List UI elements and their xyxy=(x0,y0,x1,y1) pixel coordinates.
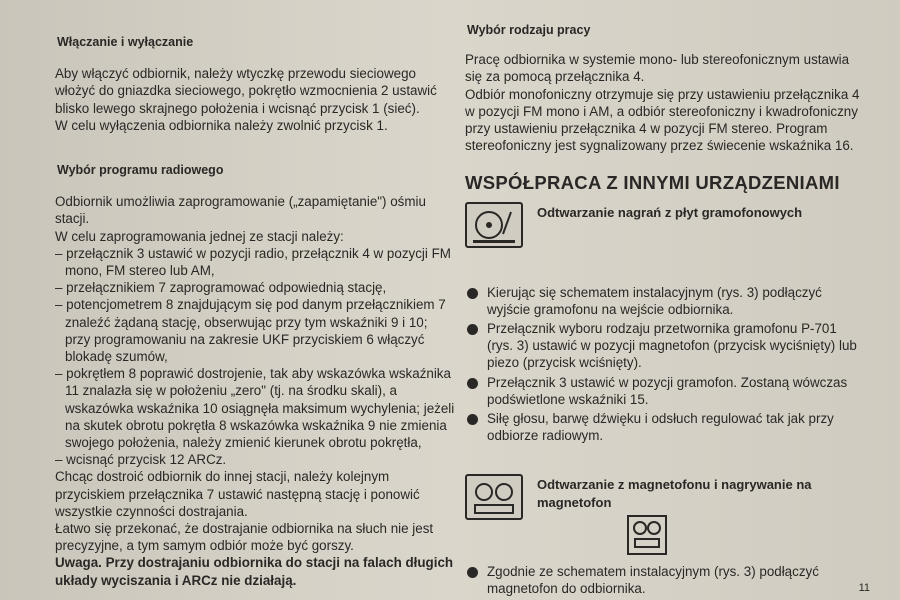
chapter-heading: WSPÓŁPRACA Z INNYMI URZĄDZENIAMI xyxy=(465,172,840,194)
bullet-list xyxy=(465,284,860,445)
list-item: Przełącznik wyboru rodzaju przetwornika gramofonu P-701 (rys. 3) ustawić w pozycji magnetofon (przycisk wyciśnięty) lub piezo (przycisk wciśnięty). xyxy=(465,320,860,372)
list-item: Przełącznik 3 ustawić w pozycji gramofon. Zostaną wówczas podświetlone wskaźniki 15. xyxy=(465,374,860,408)
paragraph: Pracę odbiornika w systemie mono- lub stereofonicznym ustawia się za pomocą przełącznika 4. xyxy=(465,52,850,85)
bullet-list xyxy=(465,563,860,597)
tape-recorder-icon xyxy=(465,474,523,520)
tape-heading-wrap xyxy=(537,474,860,554)
section-heading-on-off: Włączanie i wyłączanie xyxy=(57,35,194,49)
list-item: – wcisnąć przycisk 12 ARCz. xyxy=(55,452,227,468)
instruction-list xyxy=(55,245,455,469)
left-column xyxy=(55,34,455,589)
list-item: Kierując się schematem instalacyjnym (rys. 3) podłączyć wyjście gramofonu na wejście odbiornika. xyxy=(465,284,860,318)
turntable-section-header xyxy=(465,202,860,248)
list-item: Siłę głosu, barwę dźwięku i odsłuch regulować tak jak przy odbiorze radiowym. xyxy=(465,410,860,444)
paragraph: Łatwo się przekonać, że dostrajanie odbiornika na słuch nie jest precyzyjne, a tym samym odbiór może być gorszy. xyxy=(55,521,434,554)
page-number: 11 xyxy=(858,582,870,594)
paragraph: Chcąc dostroić odbiornik do innej stacji, należy kolejnym przyciskiem przełącznika 7 ustawić następną stację i ponowić wszystkie czynności dostrajania. xyxy=(55,469,420,519)
tape-section-header xyxy=(465,474,860,554)
paragraph: Aby włączyć odbiornik, należy wtyczkę przewodu sieciowego włożyć do gniazdka sieciowego, pokrętło wzmocnienia 2 ustawić blisko lewego skrajnego położenia i wcisnąć przycisk 1 (sieć). W celu wyłączenia odbiornika należy zwolnić przycisk 1. xyxy=(55,66,437,133)
right-column xyxy=(465,22,860,599)
subsection-heading: Odtwarzanie nagrań z płyt gramofonowych xyxy=(537,204,803,220)
list-item: – potencjometrem 8 znajdującym się pod danym przełącznikiem 7 znaleźć żądaną stację, obserwując przy tym wskaźniki 9 i 10; przy programowaniu na zakresie UKF przyciskiem 6 włączyć blokadę szumów, xyxy=(55,297,446,365)
paragraph: Odbiór monofoniczny otrzymuje się przy ustawieniu przełącznika 4 w pozycji FM mono i AM, a odbiór stereofoniczny i kwadrofoniczny przy ustawieniu przełącznika 4 w pozycji FM stereo. Program stereofoniczny jest sygnalizowany przez świecenie wskaźnika 16. xyxy=(465,86,860,154)
list-item: – pokrętłem 8 poprawić dostrojenie, tak aby wskazówka wskaźnika 11 znalazła się w położeniu „zero" (tj. na środku skali), a wskazówka wskaźnika 10 osiągnęła maksimum wychylenia; jeżeli na skutek obrotu pokrętła 8 wskazówka wskaźnika 9 nie zmienia swojego położenia, należy zmienić kierunek obrotu pokrętła, xyxy=(55,366,455,451)
note-paragraph: Uwaga. Przy dostrajaniu odbiornika do stacji na falach długich układy wyciszania i ARCz nie działają. xyxy=(55,555,454,588)
paragraph: W celu zaprogramowania jednej ze stacji należy: xyxy=(55,228,344,244)
list-item: Zgodnie ze schematem instalacyjnym (rys. 3) podłączyć magnetofon do odbiornika. xyxy=(465,563,860,597)
section-heading-mode: Wybór rodzaju pracy xyxy=(467,23,591,37)
list-item: – przełącznik 3 ustawić w pozycji radio, przełącznik 4 w pozycji FM mono, FM stereo lub AM, xyxy=(55,245,451,279)
list-item: – przełącznikiem 7 zaprogramować odpowiednią stację, xyxy=(55,280,387,296)
subsection-heading: Odtwarzanie z magnetofonu i nagrywanie na magnetofon xyxy=(537,477,812,510)
paragraph: Odbiornik umożliwia zaprogramowanie („zapamiętanie") ośmiu stacji. xyxy=(55,194,426,227)
turntable-icon xyxy=(465,202,523,248)
tape-deck-icon xyxy=(627,515,667,555)
section-heading-program: Wybór programu radiowego xyxy=(57,163,224,178)
